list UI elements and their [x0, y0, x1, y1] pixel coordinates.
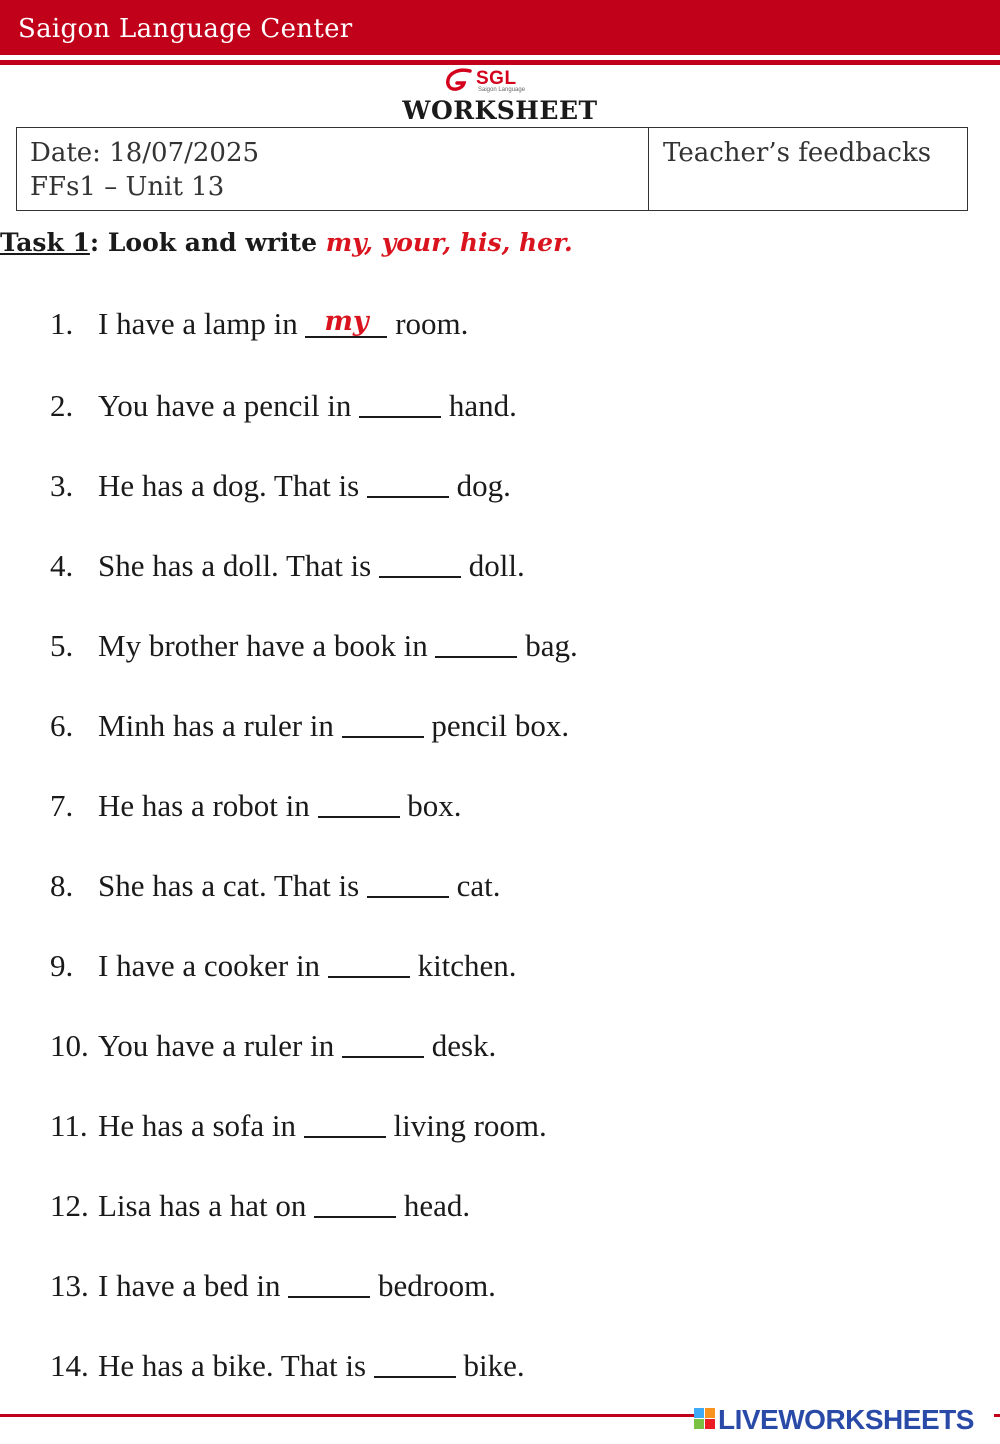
liveworksheets-brand: LIVEWORKSHEETS: [718, 1404, 974, 1435]
item-number: 3.: [50, 468, 74, 503]
task-word-bank: my, your, his, her.: [325, 228, 573, 257]
item-text-after: dog.: [448, 468, 511, 503]
task-heading: [0, 228, 573, 257]
item-text-before: He has a bike. That is: [98, 1348, 374, 1383]
item-text-after: room.: [387, 306, 469, 341]
item-text-after: bedroom.: [370, 1268, 496, 1303]
item-text-before: I have a lamp in: [98, 306, 306, 341]
item-text-before: He has a robot in: [98, 788, 318, 823]
unit-text: FFs1 – Unit 13: [30, 172, 225, 202]
item-text-before: Lisa has a hat on: [98, 1188, 315, 1223]
item-text-after: doll.: [460, 548, 525, 583]
task-label: Task 1: [0, 228, 90, 257]
item-text-after: pencil box.: [423, 708, 570, 743]
exercise-item: [50, 1026, 578, 1106]
exercise-item: [50, 386, 578, 466]
answer-blank[interactable]: [314, 1188, 396, 1218]
answer-blank[interactable]: [435, 628, 517, 658]
answer-blank[interactable]: [374, 1348, 456, 1378]
item-text-after: box.: [399, 788, 462, 823]
liveworksheets-blocks-icon: [694, 1408, 716, 1430]
item-number: 2.: [50, 388, 74, 423]
item-text-before: She has a doll. That is: [98, 548, 379, 583]
exercise-item: [50, 706, 578, 786]
item-number: 9.: [50, 948, 74, 983]
exercise-item: [50, 306, 578, 386]
item-text-before: I have a bed in: [98, 1268, 289, 1303]
item-number: 13.: [50, 1268, 89, 1303]
worksheet-title: WORKSHEET: [402, 96, 598, 125]
item-number: 4.: [50, 548, 74, 583]
exercise-list: [50, 306, 578, 1426]
item-number: 8.: [50, 868, 74, 903]
item-number: 5.: [50, 628, 74, 663]
info-table: [16, 127, 968, 211]
item-text-before: He has a sofa in: [98, 1108, 304, 1143]
item-text-before: He has a dog. That is: [98, 468, 367, 503]
item-text-after: bag.: [517, 628, 578, 663]
sgl-logo: [440, 68, 540, 98]
item-number: 10.: [50, 1028, 89, 1063]
item-text-before: You have a ruler in: [98, 1028, 342, 1063]
logo-subtext: Saigon Language: [478, 87, 526, 93]
answer-text: my: [324, 306, 369, 337]
item-text-after: head.: [396, 1188, 471, 1223]
exercise-item: [50, 1106, 578, 1186]
exercise-item: [50, 946, 578, 1026]
item-number: 7.: [50, 788, 74, 823]
item-number: 14.: [50, 1348, 89, 1383]
item-text-before: She has a cat. That is: [98, 868, 367, 903]
logo-swirl-icon: [440, 68, 476, 94]
answer-blank[interactable]: [342, 708, 424, 738]
top-banner: [0, 0, 1000, 55]
answer-blank[interactable]: [288, 1268, 370, 1298]
item-text-before: My brother have a book in: [98, 628, 436, 663]
answer-blank[interactable]: [367, 868, 449, 898]
answer-blank[interactable]: [359, 388, 441, 418]
exercise-item: [50, 866, 578, 946]
item-text-after: living room.: [385, 1108, 547, 1143]
exercise-item: [50, 626, 578, 706]
info-left-cell: [17, 128, 649, 210]
item-number: 11.: [50, 1108, 88, 1143]
item-text-after: desk.: [423, 1028, 497, 1063]
answer-blank[interactable]: [318, 788, 400, 818]
item-text-after: kitchen.: [409, 948, 517, 983]
answer-blank[interactable]: [304, 1108, 386, 1138]
item-text-after: cat.: [448, 868, 501, 903]
item-number: 6.: [50, 708, 74, 743]
item-text-before: You have a pencil in: [98, 388, 360, 423]
logo-text: SGL: [476, 68, 517, 89]
liveworksheets-logo: [694, 1404, 994, 1434]
item-text-after: bike.: [455, 1348, 525, 1383]
exercise-item: [50, 786, 578, 866]
item-text-before: Minh has a ruler in: [98, 708, 342, 743]
exercise-item: [50, 1186, 578, 1266]
item-text-before: I have a cooker in: [98, 948, 328, 983]
answer-blank[interactable]: [305, 308, 387, 338]
teacher-feedback-label: Teacher’s feedbacks: [663, 138, 932, 168]
item-text-after: hand.: [441, 388, 517, 423]
center-name: Saigon Language Center: [18, 14, 353, 44]
exercise-item: [50, 1266, 578, 1346]
answer-blank[interactable]: [342, 1028, 424, 1058]
answer-blank[interactable]: [328, 948, 410, 978]
date-text: Date: 18/07/2025: [30, 138, 260, 168]
exercise-item: [50, 466, 578, 546]
task-instruction: : Look and write: [89, 228, 326, 257]
item-number: 12.: [50, 1188, 89, 1223]
answer-blank[interactable]: [367, 468, 449, 498]
item-number: 1.: [50, 306, 74, 341]
exercise-item: [50, 546, 578, 626]
banner-divider: [0, 60, 1000, 65]
answer-blank[interactable]: [379, 548, 461, 578]
